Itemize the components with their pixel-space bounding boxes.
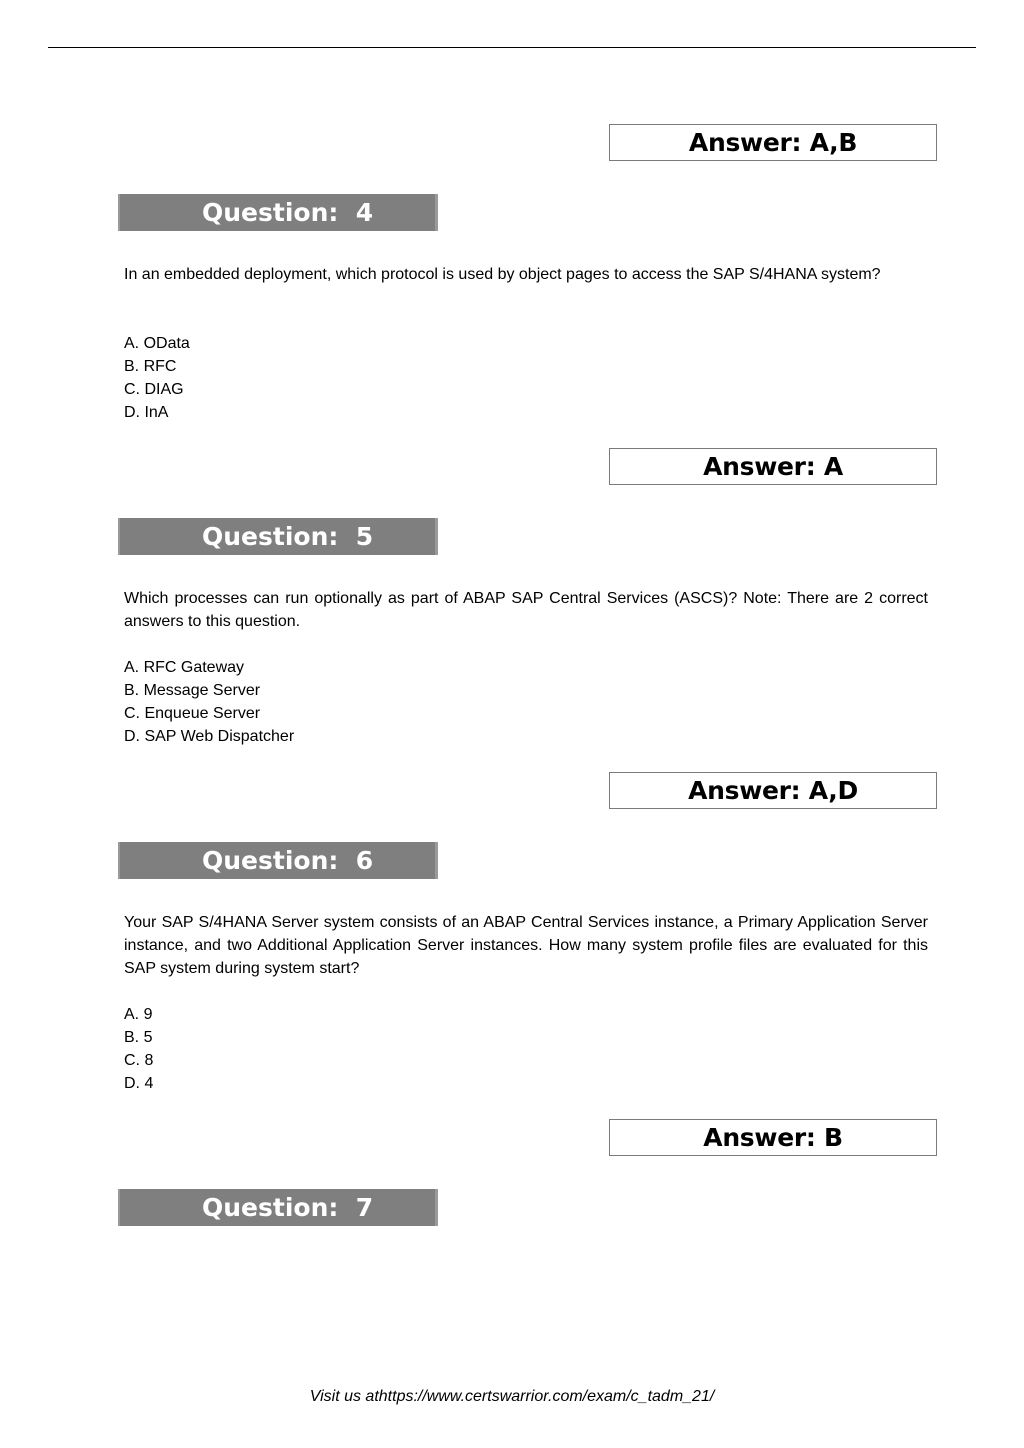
answer-label: Answer: A xyxy=(703,452,843,481)
footer-link[interactable]: Visit us athttps://www.certswarrior.com/exam/c_tadm_21/ xyxy=(309,1388,715,1405)
question-heading: Question: 7 xyxy=(118,1189,438,1226)
question-text: In an embedded deployment, which protocol is used by object pages to access the SAP S/4HANA system? xyxy=(124,266,881,283)
option: B. 5 xyxy=(124,1029,153,1046)
option: C. DIAG xyxy=(124,381,184,398)
answer-label: Answer: B xyxy=(703,1123,843,1152)
options-list xyxy=(124,1003,153,1095)
option: A. RFC Gateway xyxy=(124,659,245,676)
answer-box xyxy=(609,124,937,161)
option: B. RFC xyxy=(124,358,177,375)
question-text: Which processes can run optionally as part of ABAP SAP Central Services (ASCS)? Note: There are 2 correct answers to this question. xyxy=(124,590,928,630)
question-heading: Question: 5 xyxy=(118,518,438,555)
option: B. Message Server xyxy=(124,682,261,699)
option: A. OData xyxy=(124,335,190,352)
answer-label: Answer: A,B xyxy=(688,128,858,157)
question-heading: Question: 6 xyxy=(118,842,438,879)
question-text: Your SAP S/4HANA Server system consists of an ABAP Central Services instance, a Primary Application Server instance, and two Additional Application Server instances. How many system profile files are evaluated for this SAP system during system start? xyxy=(124,914,928,977)
option: D. SAP Web Dispatcher xyxy=(124,728,295,745)
answer-box xyxy=(609,772,937,809)
header-rule xyxy=(48,47,976,48)
options-list xyxy=(124,656,294,748)
option: C. 8 xyxy=(124,1052,154,1069)
option: C. Enqueue Server xyxy=(124,705,261,722)
answer-box xyxy=(609,448,937,485)
question-heading: Question: 4 xyxy=(118,194,438,231)
option: A. 9 xyxy=(124,1006,153,1023)
answer-box xyxy=(609,1119,937,1156)
options-list xyxy=(124,332,190,424)
option: D. InA xyxy=(124,404,169,421)
answer-label: Answer: A,D xyxy=(688,776,858,805)
option: D. 4 xyxy=(124,1075,154,1092)
